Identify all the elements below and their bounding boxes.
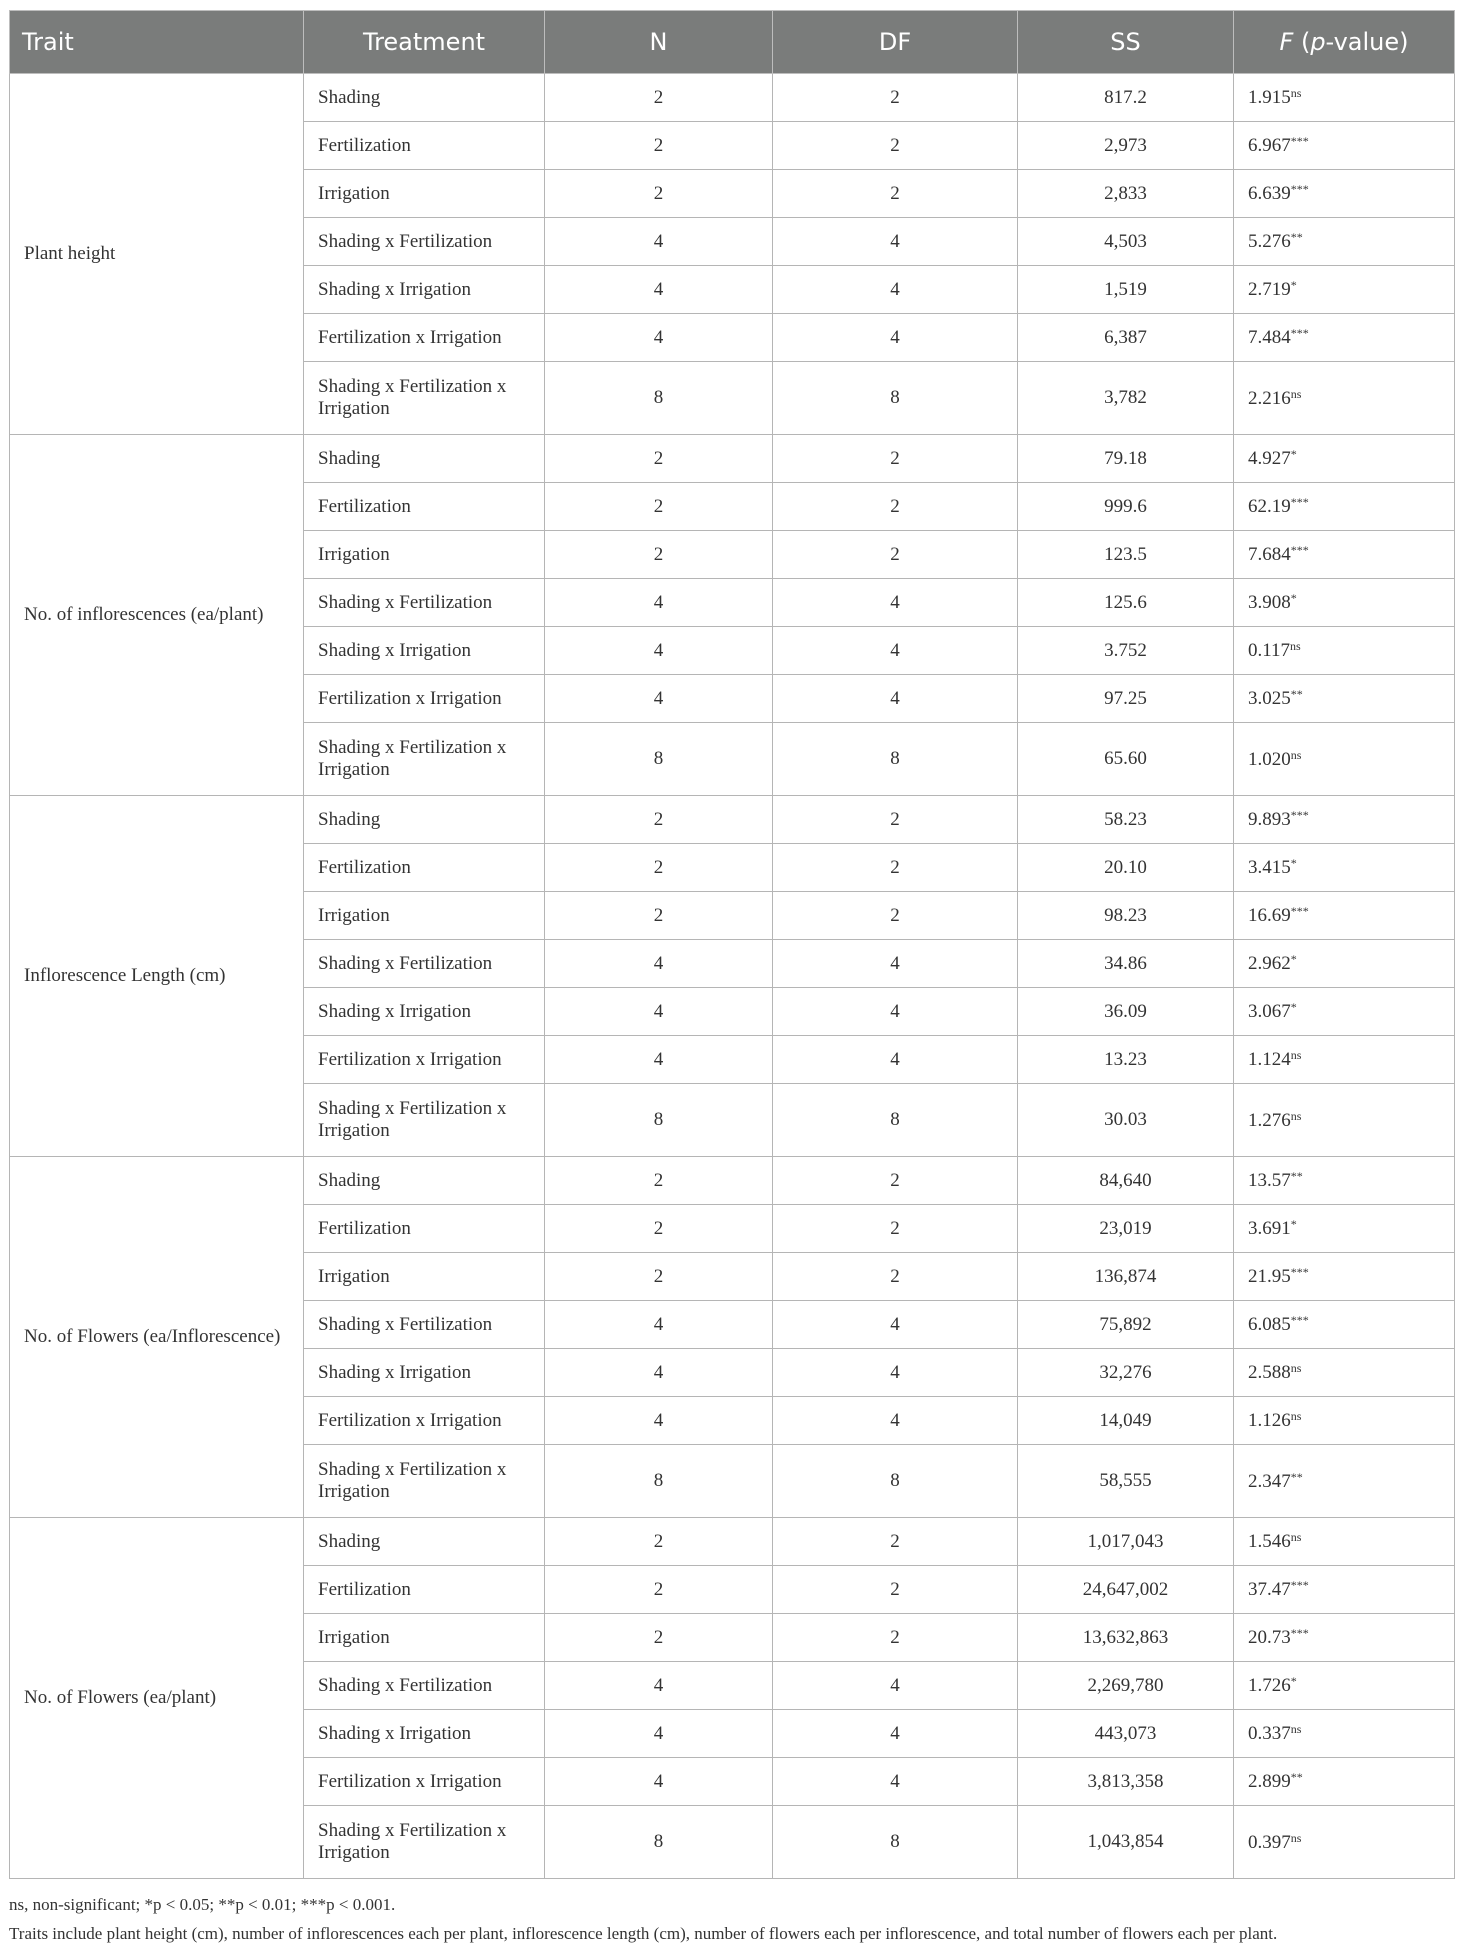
header-trait: Trait xyxy=(10,11,304,74)
significance-mark: ** xyxy=(1290,1469,1303,1484)
ss-cell: 999.6 xyxy=(1018,483,1234,531)
treatment-cell: Shading x Fertilization xyxy=(304,579,545,627)
ss-cell: 1,043,854 xyxy=(1018,1806,1234,1879)
n-cell: 4 xyxy=(545,266,773,314)
df-cell: 4 xyxy=(773,988,1018,1036)
f-value-cell xyxy=(1234,675,1455,723)
f-value-cell xyxy=(1234,1349,1455,1397)
f-value: 1.124 xyxy=(1248,1049,1291,1070)
f-value: 16.69 xyxy=(1248,905,1291,926)
significance-mark: ns xyxy=(1290,1048,1302,1062)
treatment-cell: Fertilization x Irrigation xyxy=(304,1397,545,1445)
n-cell: 2 xyxy=(545,1157,773,1205)
treatment-cell: Fertilization x Irrigation xyxy=(304,675,545,723)
significance-mark: * xyxy=(1290,591,1297,605)
f-value: 13.57 xyxy=(1248,1170,1291,1191)
n-cell: 8 xyxy=(545,1806,773,1879)
df-cell: 4 xyxy=(773,218,1018,266)
treatment-cell: Shading xyxy=(304,1157,545,1205)
ss-cell: 3,782 xyxy=(1018,362,1234,435)
treatment-cell: Fertilization xyxy=(304,1566,545,1614)
f-value: 1.726 xyxy=(1248,1675,1291,1696)
df-cell: 4 xyxy=(773,1301,1018,1349)
n-cell: 2 xyxy=(545,170,773,218)
df-cell: 2 xyxy=(773,1566,1018,1614)
f-value: 3.025 xyxy=(1248,688,1291,709)
treatment-cell: Shading x Fertilization x Irrigation xyxy=(304,1084,545,1157)
df-cell: 4 xyxy=(773,1349,1018,1397)
f-value: 1.276 xyxy=(1248,1109,1291,1131)
df-cell: 4 xyxy=(773,1397,1018,1445)
n-cell: 2 xyxy=(545,1614,773,1662)
significance-mark: ns xyxy=(1290,386,1302,401)
significance-mark: ns xyxy=(1290,1830,1302,1845)
df-cell: 2 xyxy=(773,844,1018,892)
f-value-cell xyxy=(1234,796,1455,844)
treatment-cell: Fertilization xyxy=(304,1205,545,1253)
f-value-cell xyxy=(1234,892,1455,940)
ss-cell: 65.60 xyxy=(1018,723,1234,796)
table-row xyxy=(10,435,1455,483)
f-value-cell xyxy=(1234,1253,1455,1301)
f-value-cell xyxy=(1234,940,1455,988)
significance-mark: * xyxy=(1290,952,1297,966)
treatment-cell: Irrigation xyxy=(304,892,545,940)
f-value-cell xyxy=(1234,1566,1455,1614)
treatment-cell: Shading xyxy=(304,1518,545,1566)
df-cell: 4 xyxy=(773,1758,1018,1806)
ss-cell: 123.5 xyxy=(1018,531,1234,579)
n-cell: 4 xyxy=(545,627,773,675)
f-value-cell xyxy=(1234,1445,1455,1518)
ss-cell: 24,647,002 xyxy=(1018,1566,1234,1614)
ss-cell: 1,017,043 xyxy=(1018,1518,1234,1566)
df-cell: 4 xyxy=(773,579,1018,627)
significance-mark: ns xyxy=(1290,1409,1302,1423)
f-value: 0.397 xyxy=(1248,1831,1291,1853)
significance-mark: *** xyxy=(1290,495,1309,509)
df-cell: 8 xyxy=(773,362,1018,435)
f-value: 1.915 xyxy=(1248,87,1291,108)
treatment-cell: Shading x Fertilization xyxy=(304,218,545,266)
header-n: N xyxy=(545,11,773,74)
ss-cell: 98.23 xyxy=(1018,892,1234,940)
significance-mark: ns xyxy=(1290,639,1301,653)
significance-mark: ** xyxy=(1290,687,1303,701)
n-cell: 8 xyxy=(545,1445,773,1518)
n-cell: 4 xyxy=(545,314,773,362)
treatment-cell: Shading x Fertilization x Irrigation xyxy=(304,362,545,435)
df-cell: 2 xyxy=(773,435,1018,483)
f-value: 2.962 xyxy=(1248,953,1291,974)
trait-cell: Inflorescence Length (cm) xyxy=(10,796,304,1157)
treatment-cell: Shading x Fertilization x Irrigation xyxy=(304,1806,545,1879)
significance-mark: ** xyxy=(1290,1169,1303,1183)
treatment-cell: Fertilization xyxy=(304,483,545,531)
f-value: 6.639 xyxy=(1248,183,1291,204)
f-value-cell xyxy=(1234,435,1455,483)
f-value: 1.126 xyxy=(1248,1410,1291,1431)
trait-cell: No. of Flowers (ea/plant) xyxy=(10,1518,304,1879)
f-value-cell xyxy=(1234,218,1455,266)
df-cell: 2 xyxy=(773,1205,1018,1253)
f-value: 3.067 xyxy=(1248,1001,1291,1022)
n-cell: 4 xyxy=(545,579,773,627)
n-cell: 4 xyxy=(545,1349,773,1397)
treatment-cell: Shading x Irrigation xyxy=(304,266,545,314)
ss-cell: 30.03 xyxy=(1018,1084,1234,1157)
df-cell: 4 xyxy=(773,675,1018,723)
significance-mark: * xyxy=(1290,278,1297,292)
f-value: 0.337 xyxy=(1248,1723,1291,1744)
df-cell: 4 xyxy=(773,940,1018,988)
f-value: 3.691 xyxy=(1248,1218,1291,1239)
ss-cell: 2,973 xyxy=(1018,122,1234,170)
n-cell: 2 xyxy=(545,1566,773,1614)
f-value-cell xyxy=(1234,1157,1455,1205)
significance-mark: ** xyxy=(1290,230,1303,244)
f-value: 37.47 xyxy=(1248,1579,1291,1600)
df-cell: 2 xyxy=(773,1157,1018,1205)
treatment-cell: Irrigation xyxy=(304,1253,545,1301)
n-cell: 2 xyxy=(545,122,773,170)
n-cell: 4 xyxy=(545,1036,773,1084)
n-cell: 2 xyxy=(545,1518,773,1566)
f-value: 1.020 xyxy=(1248,748,1291,770)
df-cell: 4 xyxy=(773,314,1018,362)
f-value-cell xyxy=(1234,1518,1455,1566)
f-value-cell xyxy=(1234,1662,1455,1710)
f-value-cell xyxy=(1234,988,1455,1036)
df-cell: 2 xyxy=(773,74,1018,122)
f-value: 21.95 xyxy=(1248,1266,1291,1287)
f-value-cell xyxy=(1234,1036,1455,1084)
header-treatment: Treatment xyxy=(304,11,545,74)
df-cell: 8 xyxy=(773,723,1018,796)
significance-mark: *** xyxy=(1290,134,1309,148)
f-value: 2.347 xyxy=(1248,1470,1291,1492)
header-df: DF xyxy=(773,11,1018,74)
n-cell: 4 xyxy=(545,988,773,1036)
treatment-cell: Shading xyxy=(304,435,545,483)
significance-mark: *** xyxy=(1290,543,1309,557)
ss-cell: 20.10 xyxy=(1018,844,1234,892)
f-value: 9.893 xyxy=(1248,809,1291,830)
n-cell: 2 xyxy=(545,531,773,579)
treatment-cell: Fertilization x Irrigation xyxy=(304,1036,545,1084)
significance-mark: *** xyxy=(1290,1313,1309,1327)
f-value-cell xyxy=(1234,362,1455,435)
table-row xyxy=(10,1157,1455,1205)
f-value: 5.276 xyxy=(1248,231,1291,252)
f-value-cell xyxy=(1234,483,1455,531)
n-cell: 4 xyxy=(545,1758,773,1806)
treatment-cell: Fertilization xyxy=(304,844,545,892)
f-value: 3.415 xyxy=(1248,857,1291,878)
n-cell: 2 xyxy=(545,74,773,122)
ss-cell: 14,049 xyxy=(1018,1397,1234,1445)
f-value-cell xyxy=(1234,531,1455,579)
n-cell: 2 xyxy=(545,796,773,844)
table-row xyxy=(10,74,1455,122)
f-value-cell xyxy=(1234,723,1455,796)
df-cell: 4 xyxy=(773,627,1018,675)
n-cell: 4 xyxy=(545,1662,773,1710)
f-value-cell xyxy=(1234,74,1455,122)
ss-cell: 32,276 xyxy=(1018,1349,1234,1397)
f-value-cell xyxy=(1234,1397,1455,1445)
n-cell: 2 xyxy=(545,483,773,531)
n-cell: 4 xyxy=(545,218,773,266)
f-value-cell xyxy=(1234,266,1455,314)
n-cell: 4 xyxy=(545,1397,773,1445)
treatment-cell: Irrigation xyxy=(304,1614,545,1662)
significance-mark: *** xyxy=(1290,808,1309,822)
f-value: 6.967 xyxy=(1248,135,1291,156)
ss-cell: 443,073 xyxy=(1018,1710,1234,1758)
df-cell: 4 xyxy=(773,1662,1018,1710)
ss-cell: 23,019 xyxy=(1018,1205,1234,1253)
significance-mark: ns xyxy=(1290,1108,1302,1123)
treatment-cell: Shading x Fertilization xyxy=(304,1662,545,1710)
treatment-cell: Shading x Irrigation xyxy=(304,627,545,675)
ss-cell: 79.18 xyxy=(1018,435,1234,483)
df-cell: 2 xyxy=(773,1518,1018,1566)
significance-mark: *** xyxy=(1290,1626,1309,1640)
df-cell: 2 xyxy=(773,531,1018,579)
df-cell: 2 xyxy=(773,796,1018,844)
anova-table xyxy=(9,10,1455,1879)
f-value-cell xyxy=(1234,1614,1455,1662)
f-value-cell xyxy=(1234,844,1455,892)
f-value: 7.684 xyxy=(1248,544,1291,565)
significance-mark: ns xyxy=(1290,1361,1302,1375)
f-value: 2.216 xyxy=(1248,387,1291,409)
footnote-traits: Traits include plant height (cm), number of inflorescences each per plant, inflorescence length (cm), number of flowers each per inflorescence, and total number of flowers each per plant. xyxy=(9,1924,1278,1943)
f-value: 20.73 xyxy=(1248,1627,1291,1648)
f-value-cell xyxy=(1234,122,1455,170)
table-row xyxy=(10,796,1455,844)
f-value: 7.484 xyxy=(1248,327,1291,348)
ss-cell: 36.09 xyxy=(1018,988,1234,1036)
f-value: 4.927 xyxy=(1248,448,1291,469)
trait-cell: Plant height xyxy=(10,74,304,435)
f-value-cell xyxy=(1234,1758,1455,1806)
ss-cell: 97.25 xyxy=(1018,675,1234,723)
df-cell: 8 xyxy=(773,1084,1018,1157)
n-cell: 4 xyxy=(545,940,773,988)
f-value-cell xyxy=(1234,579,1455,627)
ss-cell: 2,269,780 xyxy=(1018,1662,1234,1710)
f-value: 0.117 xyxy=(1248,640,1291,661)
f-value-cell xyxy=(1234,1301,1455,1349)
trait-cell: No. of inflorescences (ea/plant) xyxy=(10,435,304,796)
ss-cell: 6,387 xyxy=(1018,314,1234,362)
significance-mark: ns xyxy=(1290,1530,1302,1544)
df-cell: 2 xyxy=(773,892,1018,940)
n-cell: 4 xyxy=(545,1710,773,1758)
ss-cell: 3.752 xyxy=(1018,627,1234,675)
table-row xyxy=(10,1518,1455,1566)
ss-cell: 2,833 xyxy=(1018,170,1234,218)
f-value-cell xyxy=(1234,1806,1455,1879)
significance-mark: *** xyxy=(1290,1265,1309,1279)
treatment-cell: Shading x Fertilization x Irrigation xyxy=(304,723,545,796)
treatment-cell: Fertilization xyxy=(304,122,545,170)
n-cell: 2 xyxy=(545,1205,773,1253)
ss-cell: 13,632,863 xyxy=(1018,1614,1234,1662)
f-value: 1.546 xyxy=(1248,1531,1291,1552)
df-cell: 4 xyxy=(773,266,1018,314)
df-cell: 2 xyxy=(773,170,1018,218)
treatment-cell: Shading x Fertilization xyxy=(304,1301,545,1349)
f-value-cell xyxy=(1234,314,1455,362)
df-cell: 4 xyxy=(773,1036,1018,1084)
df-cell: 2 xyxy=(773,122,1018,170)
n-cell: 2 xyxy=(545,435,773,483)
ss-cell: 75,892 xyxy=(1018,1301,1234,1349)
n-cell: 2 xyxy=(545,892,773,940)
treatment-cell: Shading x Irrigation xyxy=(304,988,545,1036)
n-cell: 8 xyxy=(545,362,773,435)
n-cell: 2 xyxy=(545,1253,773,1301)
significance-mark: * xyxy=(1290,1674,1297,1688)
footnote-significance: ns, non-significant; *p < 0.05; **p < 0.01; ***p < 0.001. xyxy=(9,1895,396,1914)
trait-cell: No. of Flowers (ea/Inflorescence) xyxy=(10,1157,304,1518)
significance-mark: * xyxy=(1290,1217,1297,1231)
treatment-cell: Fertilization x Irrigation xyxy=(304,1758,545,1806)
f-value-cell xyxy=(1234,170,1455,218)
f-value: 2.719 xyxy=(1248,279,1291,300)
ss-cell: 13.23 xyxy=(1018,1036,1234,1084)
ss-cell: 4,503 xyxy=(1018,218,1234,266)
treatment-cell: Shading x Fertilization xyxy=(304,940,545,988)
header-row xyxy=(10,11,1455,74)
f-value: 2.588 xyxy=(1248,1362,1291,1383)
significance-mark: *** xyxy=(1290,904,1309,918)
df-cell: 2 xyxy=(773,1614,1018,1662)
f-value: 62.19 xyxy=(1248,496,1291,517)
df-cell: 2 xyxy=(773,483,1018,531)
treatment-cell: Shading xyxy=(304,74,545,122)
treatment-cell: Shading x Irrigation xyxy=(304,1349,545,1397)
n-cell: 8 xyxy=(545,1084,773,1157)
n-cell: 8 xyxy=(545,723,773,796)
significance-mark: *** xyxy=(1290,182,1309,196)
significance-mark: ** xyxy=(1290,1770,1303,1784)
f-value-cell xyxy=(1234,1710,1455,1758)
header-f: F (p-value) xyxy=(1234,11,1455,74)
n-cell: 4 xyxy=(545,675,773,723)
treatment-cell: Irrigation xyxy=(304,170,545,218)
ss-cell: 136,874 xyxy=(1018,1253,1234,1301)
treatment-cell: Irrigation xyxy=(304,531,545,579)
significance-mark: *** xyxy=(1290,326,1309,340)
significance-mark: ns xyxy=(1290,86,1302,100)
ss-cell: 3,813,358 xyxy=(1018,1758,1234,1806)
significance-mark: ns xyxy=(1290,1722,1302,1736)
f-value: 3.908 xyxy=(1248,592,1291,613)
df-cell: 8 xyxy=(773,1445,1018,1518)
header-ss: SS xyxy=(1018,11,1234,74)
significance-mark: ns xyxy=(1290,747,1302,762)
f-value: 2.899 xyxy=(1248,1771,1291,1792)
n-cell: 2 xyxy=(545,844,773,892)
f-value: 6.085 xyxy=(1248,1314,1291,1335)
significance-mark: *** xyxy=(1290,1578,1309,1592)
treatment-cell: Fertilization x Irrigation xyxy=(304,314,545,362)
treatment-cell: Shading xyxy=(304,796,545,844)
df-cell: 2 xyxy=(773,1253,1018,1301)
significance-mark: * xyxy=(1290,1000,1297,1014)
df-cell: 8 xyxy=(773,1806,1018,1879)
treatment-cell: Shading x Irrigation xyxy=(304,1710,545,1758)
significance-mark: * xyxy=(1290,447,1297,461)
f-value-cell xyxy=(1234,627,1455,675)
f-value-cell xyxy=(1234,1205,1455,1253)
f-value-cell xyxy=(1234,1084,1455,1157)
ss-cell: 84,640 xyxy=(1018,1157,1234,1205)
significance-mark: * xyxy=(1290,856,1297,870)
ss-cell: 125.6 xyxy=(1018,579,1234,627)
ss-cell: 58,555 xyxy=(1018,1445,1234,1518)
ss-cell: 1,519 xyxy=(1018,266,1234,314)
ss-cell: 817.2 xyxy=(1018,74,1234,122)
ss-cell: 34.86 xyxy=(1018,940,1234,988)
n-cell: 4 xyxy=(545,1301,773,1349)
ss-cell: 58.23 xyxy=(1018,796,1234,844)
treatment-cell: Shading x Fertilization x Irrigation xyxy=(304,1445,545,1518)
df-cell: 4 xyxy=(773,1710,1018,1758)
